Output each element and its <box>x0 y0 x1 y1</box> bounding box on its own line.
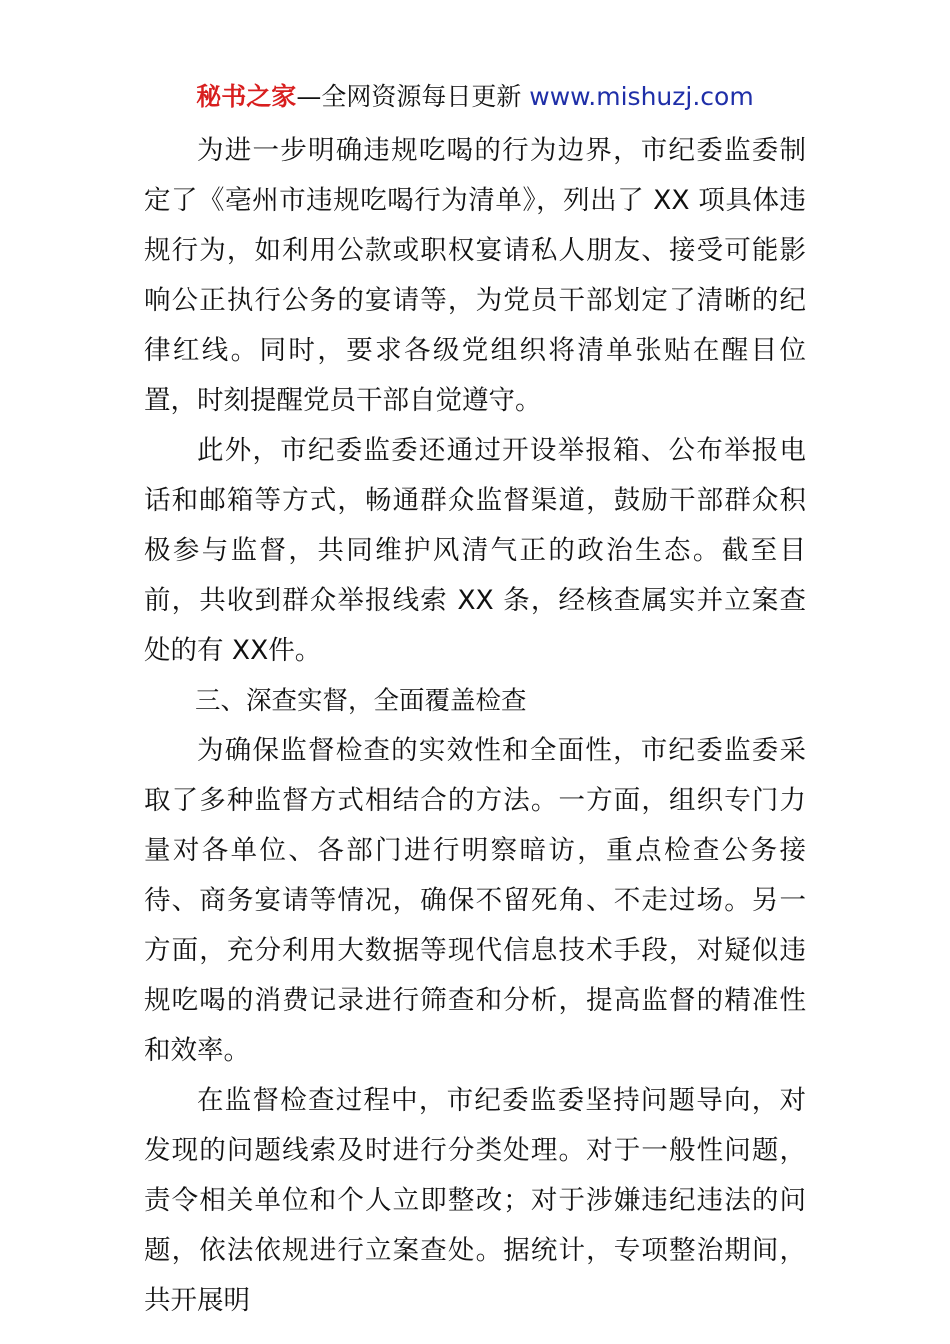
paragraph-3: 为确保监督检查的实效性和全面性，市纪委监委采取了多种监督方式相结合的方法。一方面，组织专门力量对各单位、各部门进行明察暗访，重点检查公务接待、商务宴请等情况，确保不留死角、不走过场。另一方面，充分利用大数据等现代信息技术手段，对疑似违规吃喝的消费记录进行筛查和分析，提高监督的精准性和效率。 <box>144 735 806 1066</box>
section-heading: 三、深查实督，全面覆盖检查 <box>195 686 527 716</box>
paragraph-4: 在监督检查过程中，市纪委监委坚持问题导向，对发现的问题线索及时进行分类处理。对于一般性问题，责令相关单位和个人立即整改；对于涉嫌违纪违法的问题，依法依规进行立案查处。据统计，专项整治期间，共开展明 <box>144 1085 806 1316</box>
site-brand: 秘书之家 <box>196 82 297 111</box>
site-tagline: —全网资源每日更新 <box>296 82 530 111</box>
paragraph-2: 此外，市纪委监委还通过开设举报箱、公布举报电话和邮箱等方式，畅通群众监督渠道，鼓励干部群众积极参与监督，共同维护风清气正的政治生态。截至目前，共收到群众举报线索 XX 条，经核查属实并立案查处的有 XX件。 <box>144 435 806 666</box>
site-header <box>0 80 950 114</box>
site-url-link[interactable]: www.mishuzj.com <box>529 82 754 111</box>
document-body <box>144 126 806 1326</box>
paragraph-1: 为进一步明确违规吃喝的行为边界，市纪委监委制定了《亳州市违规吃喝行为清单》，列出了 XX 项具体违规行为，如利用公款或职权宴请私人朋友、接受可能影响公正执行公务的宴请等，为党员干部划定了清晰的纪律红线。同时，要求各级党组织将清单张贴在醒目位置，时刻提醒党员干部自觉遵守。 <box>144 135 806 416</box>
